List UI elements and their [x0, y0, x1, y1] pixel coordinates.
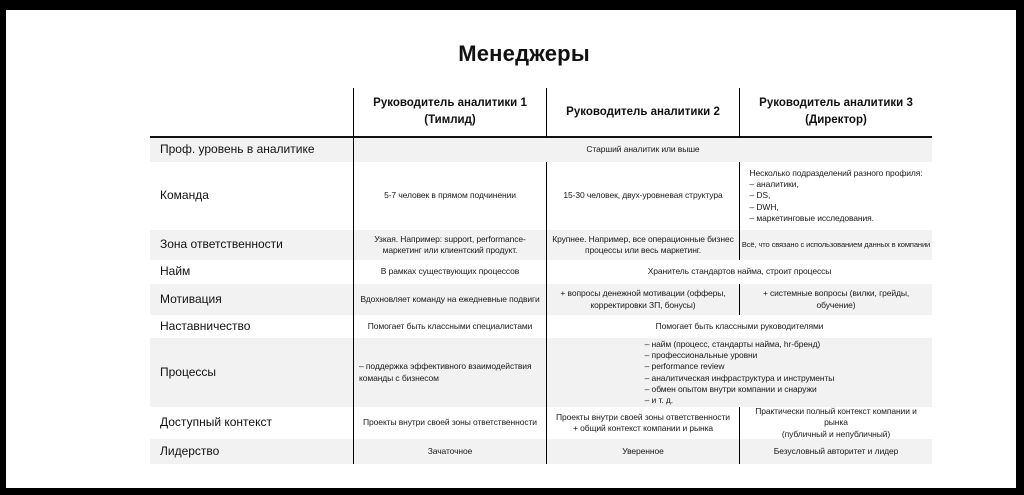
cell-line: Узкая. Например: support, performance- — [374, 233, 526, 244]
cell-line: команды с бизнесом — [359, 372, 439, 383]
column-header-subtitle: (Директор) — [805, 114, 867, 126]
row-label-hiring: Найм — [160, 264, 191, 279]
cell-line: + вопросы денежной мотивации (офферы, — [560, 288, 726, 299]
cell-motivation-director: + системные вопросы (вилки, грейды, обучение) — [739, 284, 932, 315]
cell-team-director — [739, 162, 932, 230]
column-header-title: Руководитель аналитики 3 — [759, 97, 913, 110]
cell-line: + общий контекст компании и рынка — [572, 423, 714, 433]
list-intro: Несколько подразделений разного профиля: — [749, 168, 923, 179]
column-header-ra2 — [546, 88, 739, 138]
list-item: – performance review — [644, 361, 725, 372]
cell-hiring-timlid: В рамках существующих процессов — [353, 260, 546, 284]
cell-line: корректировки ЗП, бонусы) — [590, 299, 696, 310]
column-header-timlid — [353, 88, 546, 138]
cell-line: процессы или весь маркетинг. — [584, 245, 702, 255]
cell-processes-timlid — [353, 338, 546, 407]
managers-table — [150, 88, 932, 464]
cell-processes-merged — [546, 338, 932, 407]
cell-line: маркетинг или клиентский продукт. — [382, 245, 518, 255]
list-item: – аналитики, — [749, 179, 799, 190]
list-item: – обмен опытом внутри компании и снаружи — [644, 383, 817, 394]
cell-motivation-timlid: Вдохновляет команду на ежедневные подвиги — [353, 284, 546, 315]
cell-prof-level-all: Старший аналитик или выше — [353, 138, 932, 162]
cell-line: (публичный и непубличный) — [781, 428, 891, 439]
row-label-zone: Зона ответственности — [150, 230, 353, 260]
list-item: – аналитическая инфраструктура и инструменты — [644, 372, 835, 383]
cell-context-ra2 — [546, 407, 739, 439]
list-item: – маркетинговые исследования. — [749, 212, 874, 223]
header-corner-cell — [150, 88, 353, 138]
slide-page — [6, 10, 1016, 488]
row-label-prof-level: Проф. уровень в аналитике — [150, 138, 353, 162]
cell-zone-ra2 — [546, 230, 739, 260]
row-label-leadership: Лидерство — [150, 439, 353, 464]
cell-context-timlid: Проекты внутри своей зоны ответственности — [353, 407, 546, 439]
column-header-title: Руководитель аналитики 1 — [373, 97, 527, 110]
row-label-mentoring: Наставничество — [160, 318, 251, 333]
cell-leadership-ra2: Уверенное — [546, 439, 739, 464]
column-header-subtitle: (Тимлид) — [424, 114, 476, 126]
cell-zone-timlid — [353, 230, 546, 260]
row-label-context: Доступный контекст — [160, 415, 272, 430]
cell-zone-director: Всё, что связано с использованием данных в компании — [739, 230, 932, 260]
cell-hiring-merged: Хранитель стандартов найма, строит процессы — [546, 260, 932, 284]
team-director-list — [750, 168, 923, 223]
cell-context-director — [739, 407, 932, 439]
list-item: – и т. д. — [644, 394, 673, 405]
list-item: – DWH, — [749, 201, 779, 212]
cell-leadership-timlid: Зачаточное — [353, 439, 546, 464]
row-label-motivation: Мотивация — [150, 284, 353, 315]
cell-line: Крупнее. Например, все операционные бизнес — [552, 233, 734, 244]
column-header-title: Руководитель аналитики 2 — [566, 105, 720, 118]
cell-leadership-director: Безусловный авторитет и лидер — [739, 439, 932, 464]
cell-team-timlid: 5-7 человек в прямом подчинении — [353, 162, 546, 230]
cell-line: Проекты внутри своей зоны ответственности — [556, 411, 730, 422]
slide-title: Менеджеры — [458, 41, 590, 66]
cell-line: – поддержка эффективного взаимодействия — [359, 361, 532, 372]
list-item: – профессиональные уровни — [644, 350, 758, 361]
cell-mentoring-timlid: Помогает быть классными специалистами — [353, 315, 546, 338]
cell-team-ra2: 15-30 человек, двух-уровневая структура — [546, 162, 739, 230]
cell-motivation-ra2 — [546, 284, 739, 315]
column-header-director — [739, 88, 932, 138]
list-item: – найм (процесс, стандарты найма, hr-бренд) — [644, 339, 821, 350]
row-label-team: Команда — [160, 188, 209, 203]
cell-line: Практически полный контекст компании и рынка — [755, 406, 917, 428]
cell-mentoring-merged: Помогает быть классными руководителями — [546, 315, 932, 338]
processes-list — [645, 339, 835, 405]
row-label-processes: Процессы — [150, 338, 353, 407]
list-item: – DS, — [749, 190, 771, 201]
